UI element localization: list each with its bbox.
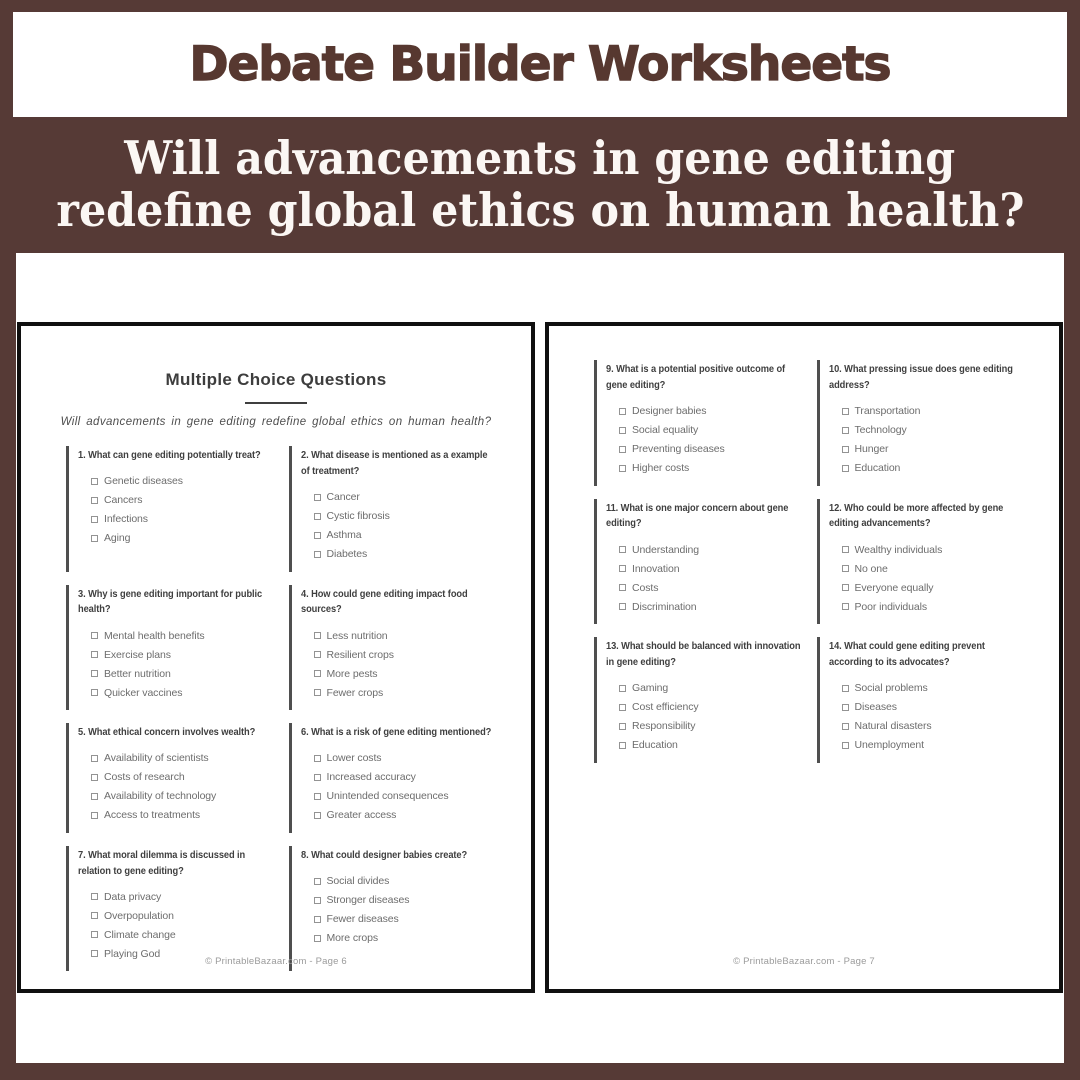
answer-option xyxy=(842,540,1024,559)
checkbox-icon[interactable] xyxy=(619,685,626,692)
title-divider xyxy=(245,402,307,404)
option-label: Hunger xyxy=(854,443,889,455)
answer-option xyxy=(619,421,801,440)
checkbox-icon[interactable] xyxy=(91,774,98,781)
option-label: Preventing diseases xyxy=(632,443,725,455)
answer-option xyxy=(619,679,801,698)
checkbox-icon[interactable] xyxy=(91,812,98,819)
checkbox-icon[interactable] xyxy=(314,897,321,904)
page-footer: © PrintableBazaar.com - Page 6 xyxy=(205,956,347,967)
answer-option xyxy=(314,664,496,683)
checkbox-icon[interactable] xyxy=(842,584,849,591)
answer-option xyxy=(91,925,273,944)
checkbox-icon[interactable] xyxy=(91,755,98,762)
answer-option xyxy=(619,736,801,755)
question-heading: 1. What can gene editing potentially treat? xyxy=(78,449,261,461)
checkbox-icon[interactable] xyxy=(842,685,849,692)
answer-option xyxy=(619,578,801,597)
checkbox-icon[interactable] xyxy=(91,632,98,639)
option-label: No one xyxy=(854,562,888,575)
checkbox-icon[interactable] xyxy=(314,878,321,885)
answer-option xyxy=(314,910,496,929)
question-options xyxy=(606,679,801,755)
question-options xyxy=(606,540,801,616)
answer-option xyxy=(91,664,273,683)
option-label: Cystic fibrosis xyxy=(326,510,390,522)
checkbox-icon[interactable] xyxy=(91,793,98,800)
checkbox-icon[interactable] xyxy=(842,408,849,415)
option-label: Technology xyxy=(854,424,907,436)
questions-grid xyxy=(21,446,531,971)
checkbox-icon[interactable] xyxy=(619,584,626,591)
option-label: Exercise plans xyxy=(104,648,171,661)
answer-option xyxy=(619,717,801,736)
checkbox-icon[interactable] xyxy=(842,704,849,711)
checkbox-icon[interactable] xyxy=(314,651,321,658)
checkbox-icon[interactable] xyxy=(314,793,321,800)
answer-option xyxy=(842,421,1024,440)
question-options xyxy=(301,488,496,564)
question-heading: 8. What could designer babies create? xyxy=(300,848,467,861)
option-label: Availability of scientists xyxy=(104,752,209,765)
option-label: Gaming xyxy=(632,682,669,694)
question-block-14 xyxy=(817,637,1024,763)
checkbox-icon[interactable] xyxy=(619,427,626,434)
debate-question-line-1: Will advancements in gene editing xyxy=(124,131,956,186)
checkbox-icon[interactable] xyxy=(91,670,98,677)
checkbox-icon[interactable] xyxy=(619,465,626,472)
question-options xyxy=(829,679,1024,755)
option-label: Quicker vaccines xyxy=(104,686,183,699)
checkbox-icon[interactable] xyxy=(91,893,98,900)
option-label: Fewer diseases xyxy=(326,913,399,925)
answer-option xyxy=(314,929,496,948)
answer-option xyxy=(314,768,496,787)
option-label: Overpopulation xyxy=(104,909,174,922)
option-label: Increased accuracy xyxy=(326,771,416,784)
checkbox-icon[interactable] xyxy=(314,774,321,781)
answer-option xyxy=(314,749,496,768)
answer-option xyxy=(91,645,273,664)
answer-option xyxy=(842,597,1024,616)
answer-option xyxy=(91,749,273,768)
question-block-1 xyxy=(66,446,273,572)
option-label: Diabetes xyxy=(326,548,368,560)
question-heading: 13. What should be balanced with innovation in gene editing? xyxy=(606,640,801,668)
option-label: More pests xyxy=(326,667,378,680)
option-label: Diseases xyxy=(854,701,897,713)
checkbox-icon[interactable] xyxy=(91,478,98,485)
option-label: Wealthy individuals xyxy=(854,543,943,556)
answer-option xyxy=(842,559,1024,578)
answer-option xyxy=(619,698,801,717)
option-label: Stronger diseases xyxy=(326,894,410,906)
answer-option xyxy=(619,402,801,421)
option-label: Everyone equally xyxy=(854,581,934,594)
question-heading: 4. How could gene editing impact food sources? xyxy=(300,587,468,616)
question-heading: 5. What ethical concern involves wealth? xyxy=(78,726,256,738)
checkbox-icon[interactable] xyxy=(314,551,321,558)
debate-question-line-2: redefine global ethics on human health? xyxy=(56,183,1024,237)
option-label: Costs xyxy=(632,581,659,594)
question-heading: 12. Who could be more affected by gene editing advancements? xyxy=(828,501,1003,530)
checkbox-icon[interactable] xyxy=(314,532,321,539)
answer-option xyxy=(314,626,496,645)
answer-option xyxy=(91,768,273,787)
answer-option xyxy=(91,887,273,906)
option-label: Availability of technology xyxy=(104,790,217,803)
answer-option xyxy=(91,510,273,529)
answer-option xyxy=(842,440,1024,459)
question-options xyxy=(301,872,496,948)
option-label: Costs of research xyxy=(104,771,185,784)
question-heading: 10. What pressing issue does gene editing address? xyxy=(828,363,1013,391)
page-footer: © PrintableBazaar.com - Page 7 xyxy=(733,956,875,967)
checkbox-icon[interactable] xyxy=(842,465,849,472)
answer-option xyxy=(619,597,801,616)
checkbox-icon[interactable] xyxy=(91,689,98,696)
checkbox-icon[interactable] xyxy=(619,546,626,553)
answer-option xyxy=(91,683,273,702)
option-label: Designer babies xyxy=(632,405,707,417)
questions-grid xyxy=(549,360,1059,763)
option-label: Genetic diseases xyxy=(104,475,183,488)
answer-option xyxy=(91,472,273,491)
question-options xyxy=(78,472,273,548)
answer-option xyxy=(91,806,273,825)
answer-option xyxy=(314,488,496,507)
option-label: Unemployment xyxy=(854,739,924,751)
checkbox-icon[interactable] xyxy=(619,742,626,749)
option-label: Infections xyxy=(104,513,148,526)
option-label: Cancers xyxy=(104,494,143,507)
option-label: Higher costs xyxy=(632,462,690,474)
question-block-4 xyxy=(289,585,496,711)
question-options xyxy=(78,626,273,702)
answer-option xyxy=(314,645,496,664)
checkbox-icon[interactable] xyxy=(314,632,321,639)
question-options xyxy=(606,402,801,478)
question-heading: 14. What could gene editing prevent according to its advocates? xyxy=(828,640,985,668)
answer-option xyxy=(842,698,1024,717)
option-label: Social problems xyxy=(854,682,928,694)
option-label: Poor individuals xyxy=(854,600,928,613)
question-heading: 9. What is a potential positive outcome of gene editing? xyxy=(606,363,786,391)
answer-option xyxy=(314,545,496,564)
question-heading: 3. Why is gene editing important for public health? xyxy=(78,587,263,616)
question-options xyxy=(301,749,496,825)
option-label: Lower costs xyxy=(326,752,382,765)
checkbox-icon[interactable] xyxy=(842,427,849,434)
checkbox-icon[interactable] xyxy=(314,513,321,520)
answer-option xyxy=(314,891,496,910)
option-label: Access to treatments xyxy=(104,809,201,822)
answer-option xyxy=(619,540,801,559)
checkbox-icon[interactable] xyxy=(842,742,849,749)
option-label: Natural disasters xyxy=(854,720,932,732)
answer-option xyxy=(314,872,496,891)
checkbox-icon[interactable] xyxy=(91,912,98,919)
answer-option xyxy=(619,459,801,478)
answer-option xyxy=(619,559,801,578)
checkbox-icon[interactable] xyxy=(91,651,98,658)
option-label: Greater access xyxy=(326,809,397,822)
checkbox-icon[interactable] xyxy=(314,689,321,696)
checkbox-icon[interactable] xyxy=(314,494,321,501)
option-label: Social divides xyxy=(326,875,390,887)
checkbox-icon[interactable] xyxy=(842,603,849,610)
question-heading: 11. What is one major concern about gene editing? xyxy=(606,501,789,530)
checkbox-icon[interactable] xyxy=(619,603,626,610)
question-options xyxy=(78,887,273,963)
answer-option xyxy=(842,717,1024,736)
checkbox-icon[interactable] xyxy=(619,408,626,415)
answer-option xyxy=(619,440,801,459)
checkbox-icon[interactable] xyxy=(314,916,321,923)
question-block-3 xyxy=(66,585,273,711)
option-label: Understanding xyxy=(632,543,699,556)
question-block-5 xyxy=(66,723,273,833)
worksheet-page-6 xyxy=(17,322,535,993)
question-options xyxy=(829,540,1024,616)
question-heading: 7. What moral dilemma is discussed in relation to gene editing? xyxy=(78,848,246,877)
answer-option xyxy=(314,683,496,702)
checkbox-icon[interactable] xyxy=(619,565,626,572)
answer-option xyxy=(842,402,1024,421)
checkbox-icon[interactable] xyxy=(91,535,98,542)
page-subtitle: Will advancements in gene editing redefine global ethics on human health? xyxy=(60,416,492,428)
answer-option xyxy=(314,806,496,825)
header-banner xyxy=(13,12,1067,117)
answer-option xyxy=(91,787,273,806)
answer-option xyxy=(842,736,1024,755)
option-label: More crops xyxy=(326,932,379,944)
checkbox-icon[interactable] xyxy=(314,935,321,942)
question-options xyxy=(301,626,496,702)
option-label: Aging xyxy=(104,532,131,545)
question-block-2 xyxy=(289,446,496,572)
checkbox-icon[interactable] xyxy=(91,516,98,523)
question-options xyxy=(829,402,1024,478)
option-label: Mental health benefits xyxy=(104,629,205,642)
question-block-12 xyxy=(817,499,1024,625)
checkbox-icon[interactable] xyxy=(842,546,849,553)
option-label: Unintended consequences xyxy=(326,790,449,803)
question-block-11 xyxy=(594,499,801,625)
option-label: Discrimination xyxy=(632,600,697,613)
question-block-9 xyxy=(594,360,801,486)
answer-option xyxy=(91,906,273,925)
option-label: Data privacy xyxy=(104,890,162,903)
option-label: Resilient crops xyxy=(326,648,394,661)
answer-option xyxy=(842,459,1024,478)
question-heading: 2. What disease is mentioned as a example of treatment? xyxy=(300,449,487,477)
option-label: Responsibility xyxy=(632,720,696,732)
answer-option xyxy=(842,679,1024,698)
question-block-13 xyxy=(594,637,801,763)
answer-option xyxy=(842,578,1024,597)
option-label: Education xyxy=(854,462,901,474)
option-label: Climate change xyxy=(104,928,176,941)
question-block-6 xyxy=(289,723,496,833)
option-label: Cost efficiency xyxy=(632,701,699,713)
answer-option xyxy=(91,491,273,510)
answer-option xyxy=(314,526,496,545)
option-label: Playing God xyxy=(104,947,161,960)
option-label: Social equality xyxy=(632,424,699,436)
question-block-10 xyxy=(817,360,1024,486)
checkbox-icon[interactable] xyxy=(842,446,849,453)
worksheet-brand-title: Debate Builder Worksheets xyxy=(189,37,891,92)
answer-option xyxy=(91,529,273,548)
answer-option xyxy=(314,787,496,806)
page-title: Multiple Choice Questions xyxy=(165,370,387,389)
checkbox-icon[interactable] xyxy=(314,812,321,819)
checkbox-icon[interactable] xyxy=(91,497,98,504)
checkbox-icon[interactable] xyxy=(619,704,626,711)
checkbox-icon[interactable] xyxy=(842,565,849,572)
answer-option xyxy=(91,626,273,645)
worksheet-page-7 xyxy=(545,322,1063,993)
option-label: Transportation xyxy=(854,405,921,417)
checkbox-icon[interactable] xyxy=(314,670,321,677)
answer-option xyxy=(314,507,496,526)
question-heading: 6. What is a risk of gene editing mentioned? xyxy=(300,726,491,738)
option-label: Less nutrition xyxy=(326,629,388,642)
option-label: Asthma xyxy=(326,529,362,541)
question-block-8 xyxy=(289,846,496,972)
checkbox-icon[interactable] xyxy=(619,446,626,453)
option-label: Education xyxy=(632,739,678,751)
question-options xyxy=(78,749,273,825)
debate-question-banner xyxy=(0,117,1080,253)
option-label: Cancer xyxy=(326,491,360,503)
checkbox-icon[interactable] xyxy=(619,723,626,730)
question-block-7 xyxy=(66,846,273,972)
option-label: Fewer crops xyxy=(326,686,384,699)
checkbox-icon[interactable] xyxy=(91,931,98,938)
checkbox-icon[interactable] xyxy=(842,723,849,730)
checkbox-icon[interactable] xyxy=(314,755,321,762)
option-label: Innovation xyxy=(632,562,680,575)
option-label: Better nutrition xyxy=(104,667,171,680)
